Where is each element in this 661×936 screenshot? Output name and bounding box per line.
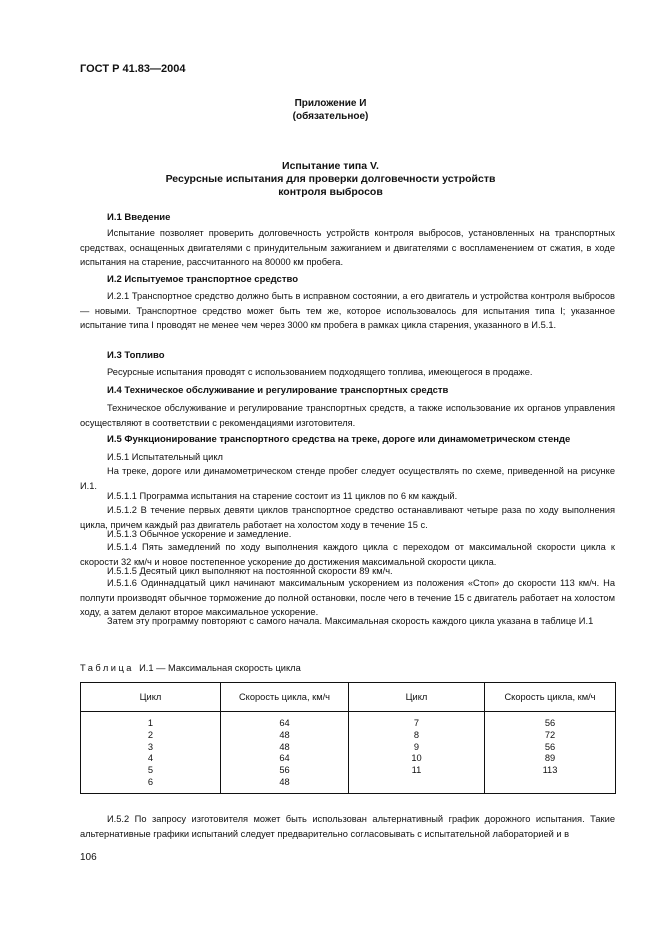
section-heading-fuel: И.3 Топливо (107, 350, 165, 361)
document-header: ГОСТ Р 41.83—2004 (80, 63, 186, 75)
column-header-speed: Скорость цикла, км/ч (485, 683, 616, 712)
title-line-2: Ресурсные испытания для проверки долговечности устройств (165, 173, 496, 185)
section-heading-vehicle: И.2 Испытуемое транспортное средство (107, 274, 299, 285)
section-text-fuel: Ресурсные испытания проводят с использованием подходящего топлива, имеющегося в продаже. (107, 367, 533, 377)
table-cell: 56 (544, 741, 556, 752)
table-cell: 3 (147, 741, 154, 752)
section-heading-maintenance: И.4 Техническое обслуживание и регулирование транспортных средств (107, 385, 449, 396)
title-line-1: Испытание типа V. (282, 160, 379, 172)
table-cell: 10 (411, 753, 422, 764)
paragraph-5-2: И.5.2 По запросу изготовителя может быть использован альтернативный график дорожного испытания. Такие альтернативные графики испытаний следует предварительно согласовывать с испытательной лабораторией и в (80, 814, 615, 839)
speed-column-left (221, 712, 349, 794)
paragraph-test-cycle-text: На треке, дороге или динамометрическом стенде пробег следует осуществлять по схеме, приведенной на рисунке И.1. (80, 466, 615, 491)
paragraph-5-1-2: И.5.1.2 В течение первых девяти циклов транспортное средство останавливают четыре раза по ходу выполнения цикла, причем каждый раз двигатель работает на холостом ходу в течение 15 с. (80, 505, 615, 530)
table-cell: 11 (411, 765, 422, 776)
table-caption (80, 663, 301, 673)
paragraph-repeat-program: Затем эту программу повторяют с самого начала. Максимальная скорость каждого цикла указана в таблице И.1 (107, 616, 594, 626)
paragraph-5-1-4: И.5.1.4 Пять замедлений по ходу выполнения каждого цикла с переходом от максимальной скорости цикла к скорости 32 км/ч и новое постепенное ускорение до достижения максимальной скорости цикла. (80, 542, 615, 567)
section-text-introduction: Испытание позволяет проверить долговечность устройств контроля выбросов, установленных на транспортных средствах, оснащенных двигателями с принудительным зажиганием и двигателями с воспламенением от сжатия, в ходе испытания на старение, рассчитанного на 80000 км пробега. (80, 228, 615, 267)
cycle-column-left (81, 712, 221, 794)
table-cell: 5 (147, 765, 154, 776)
table-row (81, 712, 616, 794)
cycle-speed-table (80, 682, 616, 794)
section-text-maintenance: Техническое обслуживание и регулирование транспортных средств, а также использование их органов управления осуществляют в соответствии с рекомендациями изготовителя. (80, 403, 615, 428)
table-cell: 1 (147, 718, 154, 728)
speed-column-right (485, 712, 616, 794)
table-cell: 2 (147, 729, 154, 740)
table-cell: 56 (544, 718, 556, 728)
table-cell: 56 (279, 765, 290, 776)
cycle-column-right (349, 712, 485, 794)
table-cell: 8 (413, 729, 420, 740)
section-heading-operation: И.5 Функционирование транспортного средства на треке, дороге или динамометрическом стенде (107, 434, 571, 445)
appendix-label: Приложение И (294, 98, 367, 109)
table-cell: 6 (147, 776, 154, 787)
section-heading-introduction: И.1 Введение (107, 212, 171, 223)
paragraph-5-1-3: И.5.1.3 Обычное ускорение и замедление. (107, 529, 292, 539)
table-cell: 9 (413, 741, 420, 752)
table-caption-word: Таблица (80, 663, 134, 673)
appendix-status: (обязательное) (292, 111, 369, 122)
paragraph-5-1-5: И.5.1.5 Десятый цикл выполняют на постоянной скорости 89 км/ч. (107, 566, 393, 576)
paragraph-5-1-1: И.5.1.1 Программа испытания на старение состоит из 11 циклов по 6 км каждый. (107, 491, 458, 501)
table-cell: 72 (544, 729, 556, 740)
column-header-speed: Скорость цикла, км/ч (221, 683, 349, 712)
table-cell: 48 (279, 741, 290, 752)
column-header-cycle: Цикл (349, 683, 485, 712)
section-text-vehicle: И.2.1 Транспортное средство должно быть в исправном состоянии, а его двигатель и устройства контроля выбросов — новыми. Транспортное средство может быть тем же, которое использовалось для испытания типа I; указанное испытание типа I проводят не менее чем через 3000 км пробега в рамках цикла старения, указанного в И.5.1. (80, 291, 615, 330)
page-number: 106 (80, 852, 97, 863)
column-header-cycle: Цикл (81, 683, 221, 712)
paragraph-5-1-6: И.5.1.6 Одиннадцатый цикл начинают максимальным ускорением из положения «Стоп» до скорости 113 км/ч. На полпути производят обычное торможение до полной остановки, после чего в течение 15 с двигатель работает на холостом ходу, а затем делают второе максимальное ускорение. (80, 578, 615, 617)
table-cell: 64 (279, 753, 290, 764)
table-cell: 89 (544, 753, 556, 764)
table-cell: 48 (279, 729, 290, 740)
table-cell: 48 (279, 776, 290, 787)
table-caption-title: И.1 — Максимальная скорость цикла (139, 663, 301, 673)
page-title (0, 160, 661, 199)
paragraph-test-cycle: И.5.1 Испытательный цикл (107, 452, 223, 462)
table-cell: 64 (279, 718, 290, 728)
table-cell: 4 (147, 753, 154, 764)
title-line-3: контроля выбросов (278, 186, 383, 198)
table-cell: 7 (413, 718, 420, 728)
table-cell: 113 (542, 765, 558, 776)
